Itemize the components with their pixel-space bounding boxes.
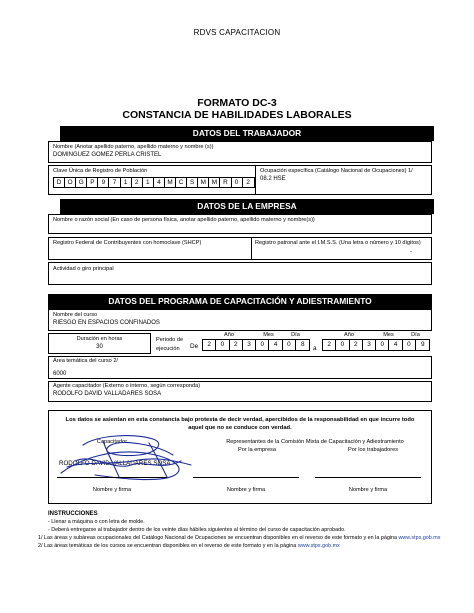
curp-char-cell: 4 [154, 178, 165, 187]
fecha-fin-digit: 0 [336, 340, 349, 350]
curp-char-cell: S [187, 178, 198, 187]
actividad-box [48, 262, 432, 285]
nombre-trabajador-box [48, 141, 432, 163]
curp-char-cell: 2 [132, 178, 143, 187]
nota-2-mark: 2/ [38, 543, 43, 549]
divider [255, 166, 256, 194]
fecha-fin-digit: 4 [389, 340, 402, 350]
curp-grid [53, 177, 255, 188]
fecha-inicio-digit: 0 [216, 340, 229, 350]
curp-label: Clave Única de Registro de Población [53, 168, 148, 174]
registros-box [48, 237, 432, 260]
capacitador-label: Capacitador [96, 439, 128, 445]
section-band-programa: DATOS DEL PROGRAMA DE CAPACITACIÓN Y ADIESTRAMIENTO [48, 294, 432, 309]
actividad-label: Actividad o giro principal [53, 266, 114, 272]
curp-char-cell: 1 [143, 178, 154, 187]
fecha-inicio-digit: 3 [243, 340, 256, 350]
nombre-trabajador-label: Nombre (Anotar apellido paterno, apellido materno y nombre (s)) [53, 144, 214, 150]
nota-1-text: Las áreas y subáreas ocupacionales del Catálogo Nacional de Ocupaciones se encuentran disponibles en el reverso de este formato y en la página [44, 535, 399, 541]
curp-char-cell: 7 [109, 178, 120, 187]
area-label: Área temática del curso 2/ [53, 358, 118, 364]
fecha-fin-digit: 0 [376, 340, 389, 350]
protesta-line-1: Los datos se asientan en esta constancia bajo protesta de decir verdad, apercibidos de la responsabilidad en que incurre todo [65, 417, 415, 423]
fecha-fin-grid [322, 339, 430, 351]
instruccion-2: - Deberá entregarse al trabajador dentro de los veinte días hábiles siguientes al término del curso de capacitación aprobado. [48, 527, 346, 533]
nota-2-link[interactable]: www.stps.gob.mx [297, 543, 340, 549]
de-label: De [190, 343, 199, 350]
fecha-inicio-digit: 0 [256, 340, 269, 350]
col-mes-de: Mes [263, 332, 274, 338]
por-empresa-label: Por la empresa [238, 447, 276, 453]
curp-char-cell: D [54, 178, 65, 187]
curp-char-cell: G [76, 178, 87, 187]
nota-1-link[interactable]: www.stps.gob.mx [398, 535, 441, 541]
curp-ocupacion-box [48, 165, 432, 195]
nota-1-mark: 1/ [38, 535, 43, 541]
fecha-fin-digit: 3 [363, 340, 376, 350]
fecha-fin-digit: 2 [323, 340, 336, 350]
fecha-inicio-digit: 2 [230, 340, 243, 350]
instruccion-1: - Llenar a máquina o con letra de molde. [48, 519, 145, 525]
razon-social-label: Nombre o razón social (En caso de persona física, anotar apellido paterno, apellido materno y nombre(s)) [53, 217, 315, 223]
nombre-firma-trabajadores: Nombre y firma [348, 487, 388, 493]
agente-box [48, 381, 432, 402]
divider [251, 238, 252, 259]
col-anio-a: Año [344, 332, 354, 338]
fecha-inicio-digit: 0 [283, 340, 296, 350]
header-label: RDVS CAPACITACION [193, 28, 281, 37]
nombre-firma-empresa: Nombre y firma [226, 487, 266, 493]
duracion-value: 30 [96, 344, 103, 350]
curp-char-cell: R [220, 178, 231, 187]
curp-char-cell: P [87, 178, 98, 187]
curp-char-cell: 0 [232, 178, 243, 187]
section-band-empresa: DATOS DE LA EMPRESA [60, 199, 434, 214]
curp-char-cell: M [209, 178, 220, 187]
fecha-fin-digit: 2 [350, 340, 363, 350]
fecha-fin-digit: 0 [403, 340, 416, 350]
razon-social-box [48, 214, 432, 234]
por-trabajadores-label: Por los trabajadores [347, 447, 399, 453]
a-label: a [313, 345, 317, 352]
curp-char-cell: 9 [98, 178, 109, 187]
curso-box [48, 309, 432, 331]
nota-2 [38, 543, 340, 550]
nombre-trabajador-value: DOMINGUEZ GOMEZ PERLA CRISTEL [53, 152, 162, 158]
fecha-fin-digit: 9 [420, 341, 425, 348]
signature-line-capacitador [57, 477, 167, 478]
curso-label: Nombre del curso [53, 312, 98, 318]
periodo-label-2: ejecución [156, 346, 180, 352]
fecha-inicio-digit: 4 [269, 340, 282, 350]
duracion-label: Duración en horas [76, 336, 123, 342]
ocupacion-value: 08.2 HSE [260, 176, 286, 182]
form-name-title: CONSTANCIA DE HABILIDADES LABORALES [122, 109, 352, 121]
form-code-title: FORMATO DC-3 [197, 97, 277, 109]
col-dia-a: Día [411, 332, 420, 338]
area-box [48, 356, 432, 379]
firmas-box [48, 410, 432, 504]
col-mes-a: Mes [383, 332, 394, 338]
agente-label: Agente capacitador (Externo o interno, según corresponda) [53, 383, 201, 389]
curp-char-cell: 1 [121, 178, 132, 187]
curp-char-cell: M [165, 178, 176, 187]
capacitador-name: RODOLFO DAVID VALLADARES SOSA [59, 460, 171, 467]
nota-1 [38, 535, 440, 542]
nota-2-text: Las áreas temáticas de los cursos se encuentran disponibles en el reverso de este formato y en la página [44, 543, 298, 549]
signature-line-empresa [193, 477, 299, 478]
registro-imss-label: Registro patronal ante el I.M.S.S. (Una letra o número y 10 dígitos) [255, 240, 421, 246]
ocupacion-label: Ocupación específica (Catálogo Nacional de Ocupaciones) 1/ [260, 168, 413, 174]
curp-char-cell: M [198, 178, 209, 187]
signature-icon [53, 431, 203, 483]
curp-char-cell: O [65, 178, 76, 187]
duracion-box [48, 333, 151, 354]
fecha-inicio-digit: 8 [300, 341, 305, 348]
col-dia-de: Día [291, 332, 300, 338]
nombre-firma-capacitador: Nombre y firma [92, 487, 132, 493]
fecha-inicio-grid [202, 339, 310, 351]
fecha-inicio-digit: 2 [203, 340, 216, 350]
rfc-shcp-label: Registro Federal de Contribuyentes con homoclave (SHCP) [53, 240, 202, 246]
signature-line-trabajadores [315, 477, 421, 478]
area-value: 6000 [53, 371, 67, 377]
periodo-label-1: Periodo de [156, 337, 184, 343]
curp-char-cell: C [176, 178, 187, 187]
protesta-line-2: aquel que no se conduce con verdad. [188, 425, 292, 431]
instrucciones-title: INSTRUCCIONES [48, 511, 98, 517]
curp-char-cell: 2 [246, 179, 250, 186]
comision-label: Representantes de la Comisión Mixta de Capacitación y Adiestramiento [226, 439, 404, 445]
col-anio-de: Año [224, 332, 234, 338]
registro-imss-dash: - [410, 249, 412, 255]
curso-value: RIESGO EN ESPACIOS CONFINADOS [53, 320, 160, 326]
agente-value: RODOLFO DAVID VALLADARES SOSA [53, 391, 162, 397]
section-band-trabajador: DATOS DEL TRABAJADOR [60, 126, 434, 141]
